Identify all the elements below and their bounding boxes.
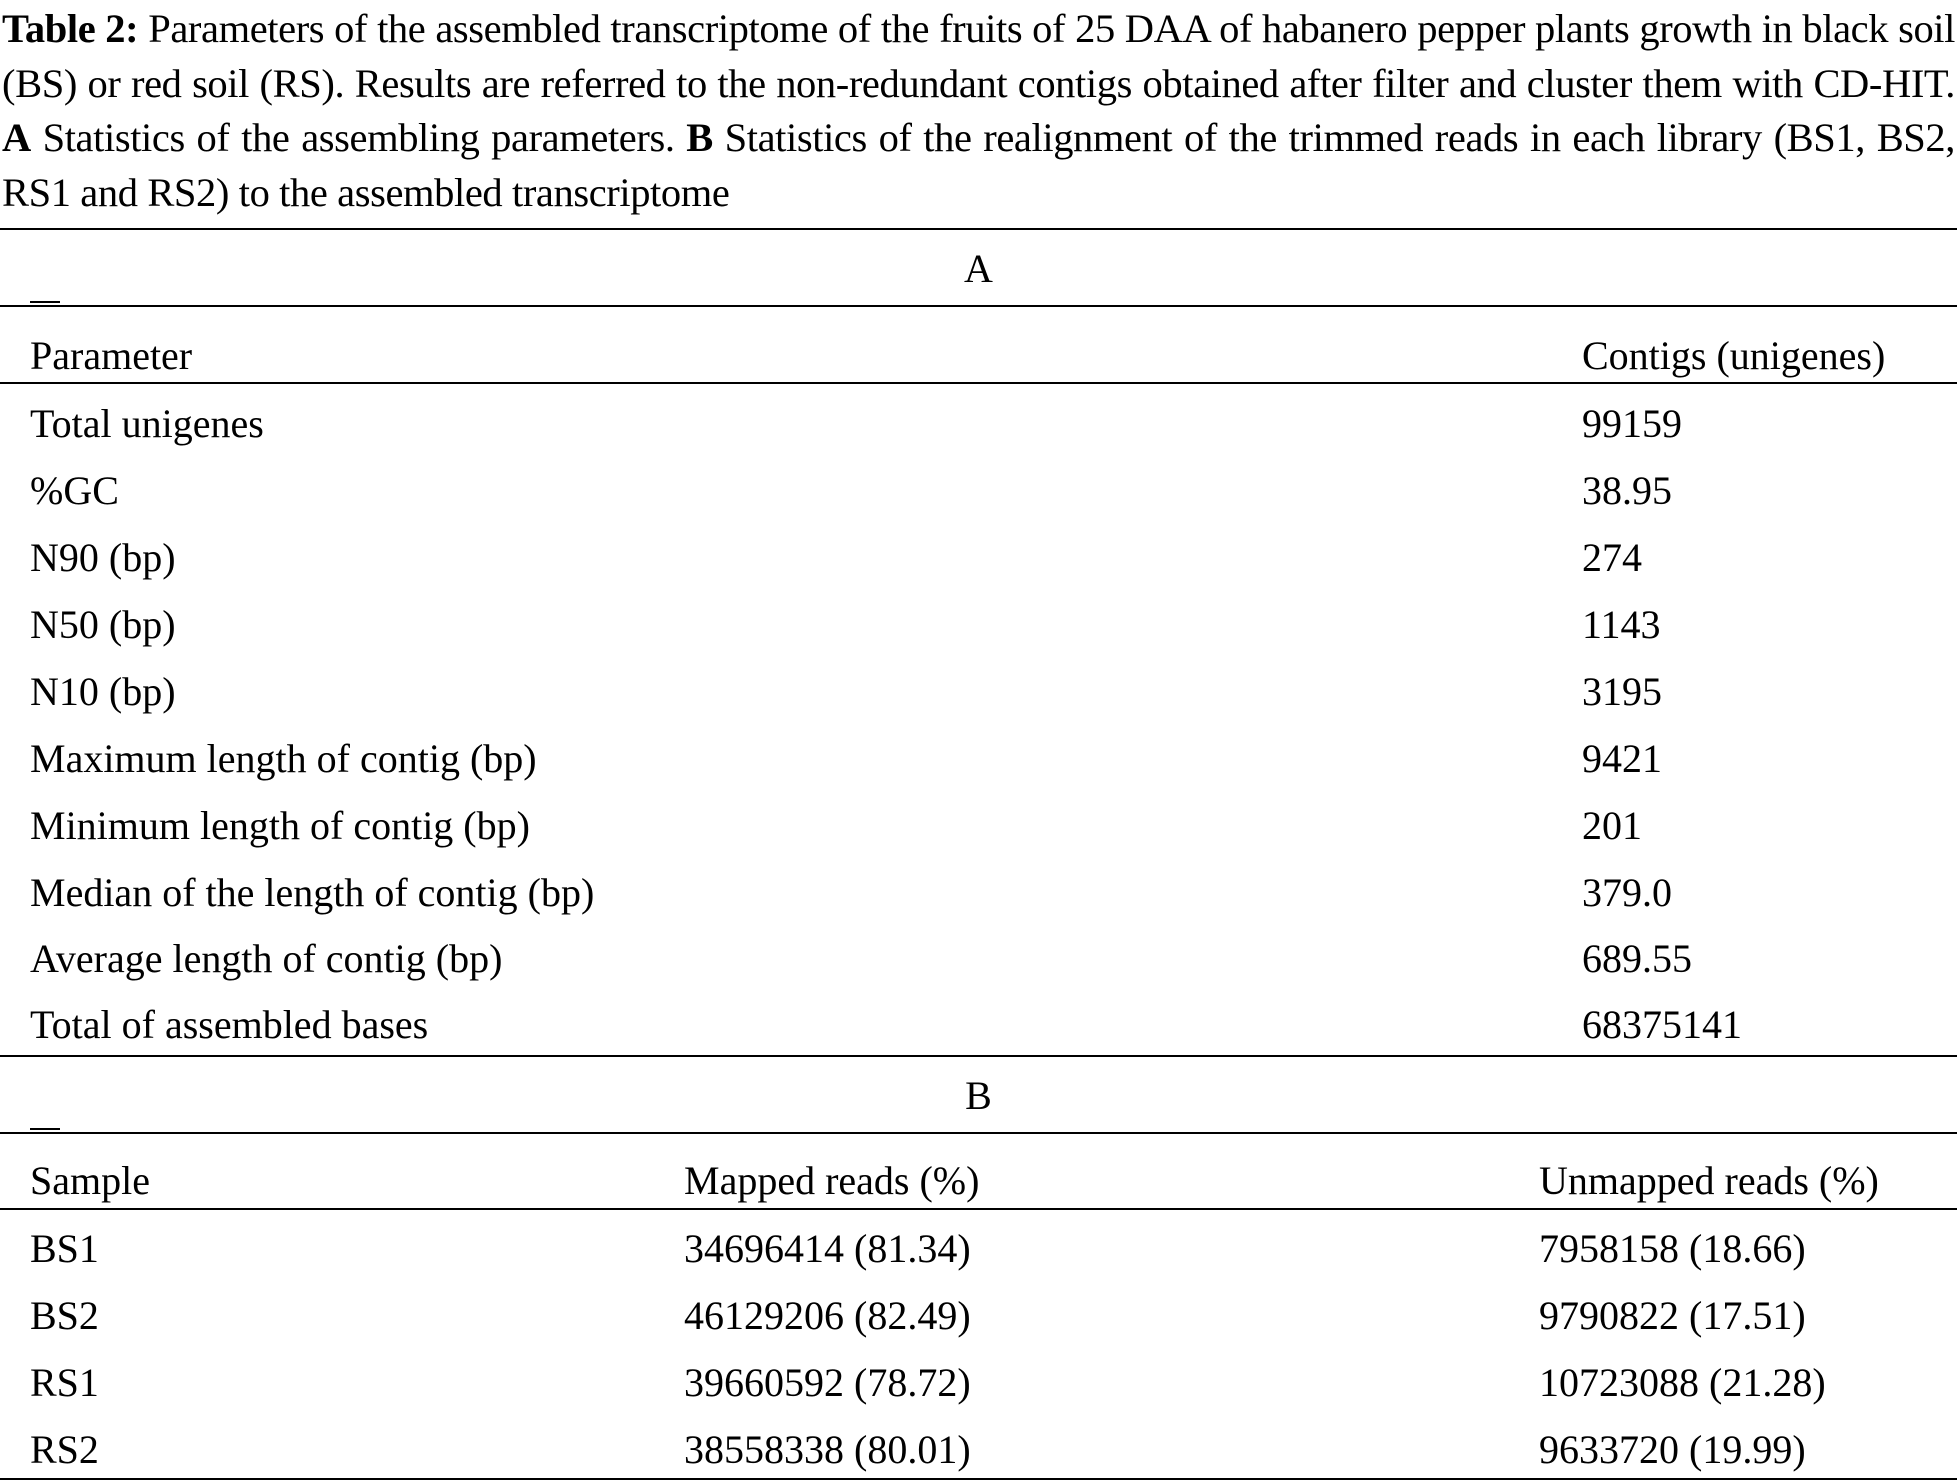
table-row-parameter: N90 (bp) [30, 535, 176, 580]
table-row-parameter: Median of the length of contig (bp) [30, 870, 595, 915]
table-row-mapped: 46129206 (82.49) [684, 1293, 971, 1338]
table-row-sample: RS2 [30, 1427, 99, 1472]
table-row-unmapped: 10723088 (21.28) [1539, 1360, 1826, 1405]
table-row-parameter: Average length of contig (bp) [30, 936, 503, 981]
caption-text-3: Statistics of the realignment of the trimmed reads in each library (BS1, BS2, RS1 and RS2) to the assembled transcriptome [2, 115, 1956, 215]
section-b-label: B [965, 1073, 992, 1118]
section-a-label: A [964, 246, 993, 291]
section-b-header-mapped: Mapped reads (%) [684, 1158, 980, 1203]
section-a-rule [0, 305, 1957, 307]
section-b-top-rule [0, 1055, 1957, 1057]
table-row-parameter: Total of assembled bases [30, 1002, 429, 1047]
top-rule [0, 228, 1957, 230]
table-label: Table 2: [2, 6, 139, 51]
table-row-value: 379.0 [1582, 870, 1672, 915]
table-row-parameter: Total unigenes [30, 401, 264, 446]
section-a-header-contigs: Contigs (unigenes) [1582, 333, 1886, 378]
table-row-value: 99159 [1582, 401, 1682, 446]
table-row-value: 9421 [1582, 736, 1662, 781]
table-row-value: 38.95 [1582, 468, 1672, 513]
table-row-value: 1143 [1582, 602, 1661, 647]
caption-text-2: Statistics of the assembling parameters. [30, 115, 687, 160]
section-a-divider-tick [30, 301, 60, 303]
section-b-header-sample: Sample [30, 1158, 150, 1203]
table-row-unmapped: 9790822 (17.51) [1539, 1293, 1806, 1338]
table-row-parameter: N50 (bp) [30, 602, 176, 647]
table-caption [2, 2, 1955, 220]
caption-part-b-label: B [686, 115, 713, 160]
caption-text-1: Parameters of the assembled transcriptome of the fruits of 25 DAA of habanero pepper plants growth in black soil (BS) or red soil (RS). Results are referred to the non-redundant contigs obtained after filter and cluster them with CD-HIT. [2, 6, 1955, 106]
section-b-header-unmapped: Unmapped reads (%) [1539, 1158, 1879, 1203]
table-row-value: 689.55 [1582, 936, 1692, 981]
section-b-divider-tick [30, 1128, 60, 1130]
table-row-parameter: Minimum length of contig (bp) [30, 803, 530, 848]
section-a-header-parameter: Parameter [30, 333, 193, 378]
table-row-parameter: N10 (bp) [30, 669, 176, 714]
table-row-value: 3195 [1582, 669, 1662, 714]
table-row-mapped: 38558338 (80.01) [684, 1427, 971, 1472]
section-b-header-rule [0, 1208, 1957, 1210]
table-row-unmapped: 7958158 (18.66) [1539, 1226, 1806, 1271]
table-row-sample: BS2 [30, 1293, 99, 1338]
bottom-rule [0, 1478, 1957, 1480]
table-row-unmapped: 9633720 (19.99) [1539, 1427, 1806, 1472]
table-row-parameter: Maximum length of contig (bp) [30, 736, 537, 781]
table-row-sample: RS1 [30, 1360, 99, 1405]
table-row-value: 68375141 [1582, 1002, 1742, 1047]
section-b-rule [0, 1132, 1957, 1134]
table-row-value: 274 [1582, 535, 1642, 580]
table-row-sample: BS1 [30, 1226, 99, 1271]
table-row-parameter: %GC [30, 468, 119, 513]
table-row-mapped: 34696414 (81.34) [684, 1226, 971, 1271]
section-a-header-rule [0, 382, 1957, 384]
table-row-mapped: 39660592 (78.72) [684, 1360, 971, 1405]
table-row-value: 201 [1582, 803, 1642, 848]
caption-part-a-label: A [2, 115, 31, 160]
